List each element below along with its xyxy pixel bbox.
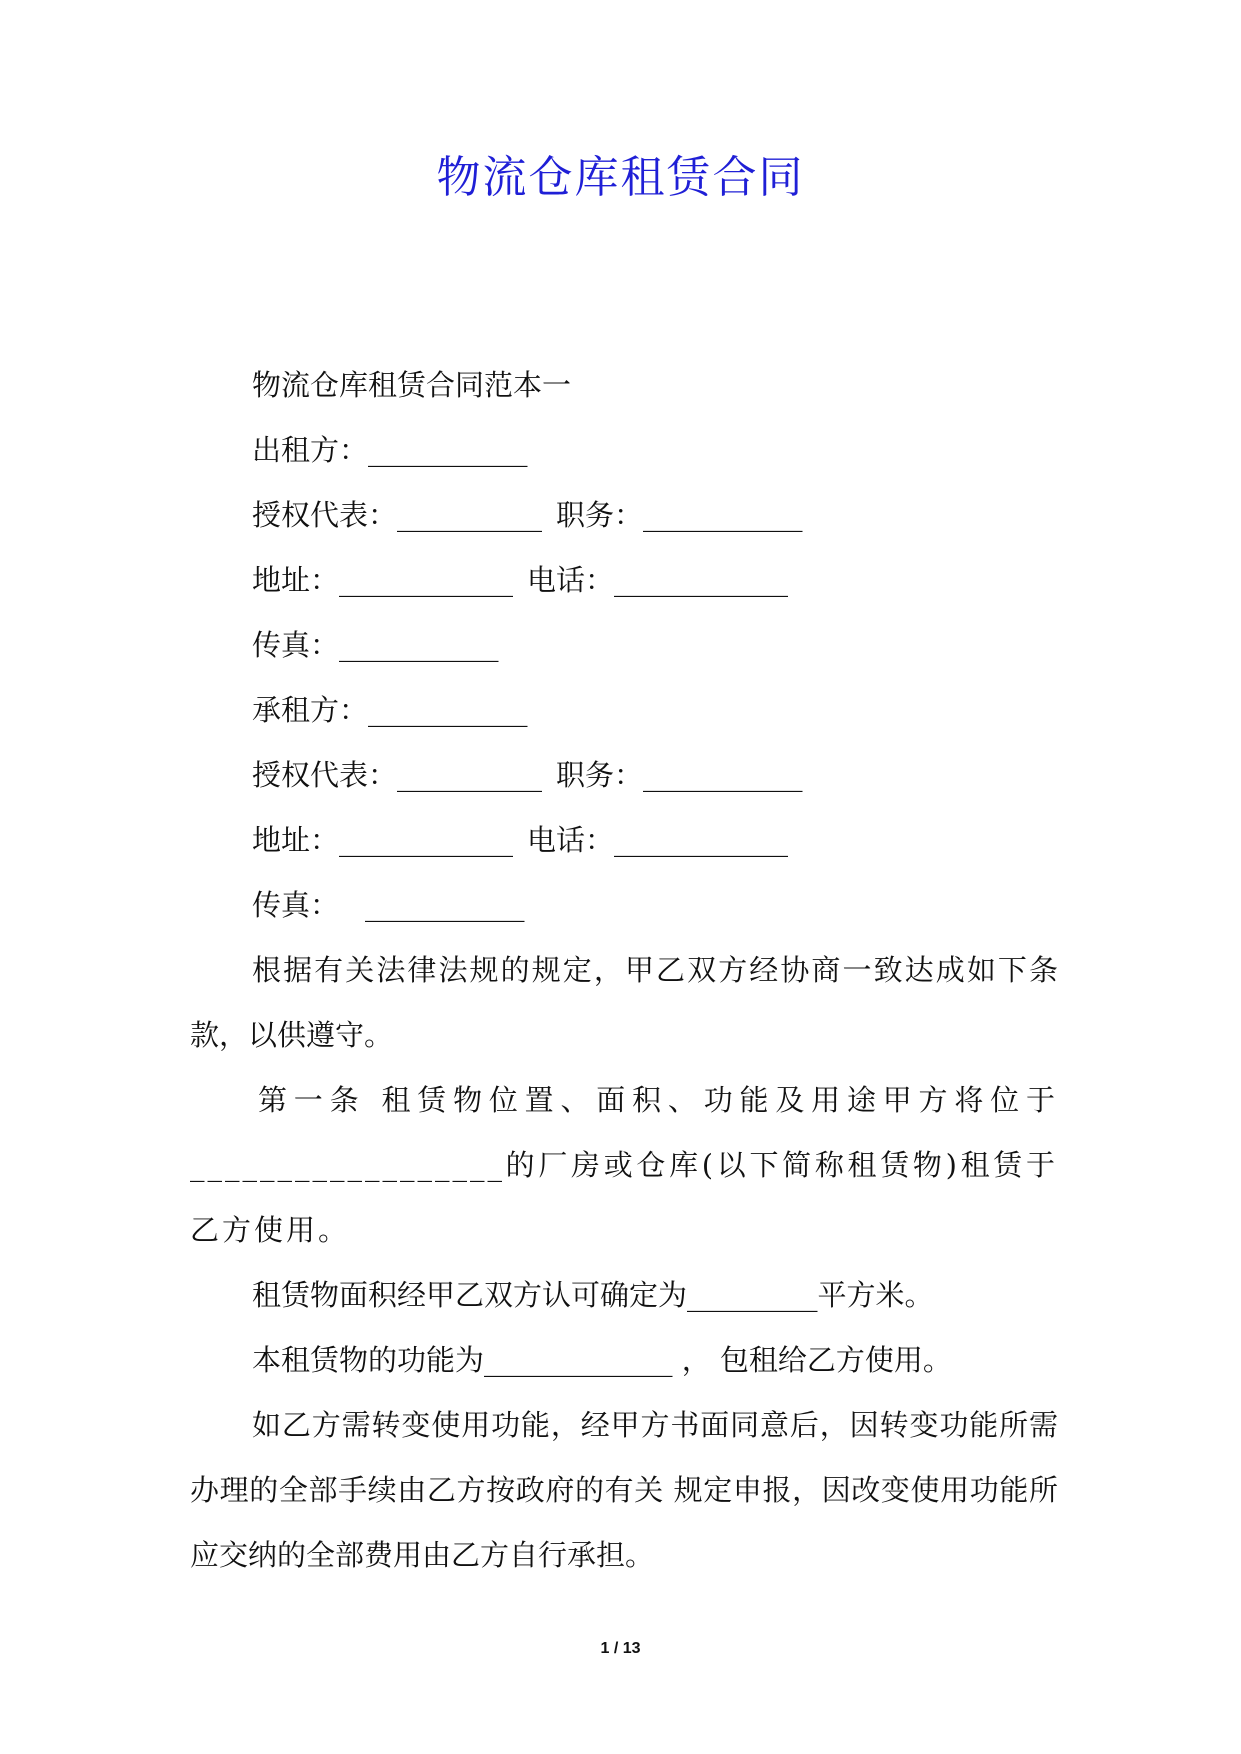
function-paragraph: 本租赁物的功能为_____________ ， 包租给乙方使用。	[252, 1343, 952, 1377]
lessor-rep-label: 授权代表：__________	[252, 498, 543, 532]
lessee-party-line: 承租方：___________	[252, 693, 528, 727]
lessee-rep-line	[190, 743, 1058, 808]
lessee-position-label: 职务：___________	[556, 758, 803, 792]
intro-paragraph: 根据有关法律法规的规定，甲乙双方经协商一致达成如下条款，以供遵守。	[190, 953, 1058, 1052]
area-paragraph: 租赁物面积经甲乙双方认可确定为_________平方米。	[252, 1278, 934, 1312]
lessor-fax-line: 传真：___________	[252, 628, 499, 662]
lessee-address-line	[190, 808, 1058, 873]
lessor-party-line: 出租方：___________	[252, 433, 528, 467]
lessee-fax-line	[190, 873, 1058, 938]
lessor-address-line	[190, 548, 1058, 613]
lessor-address-label: 地址：____________	[252, 563, 514, 597]
change-use-paragraph: 如乙方需转变使用功能，经甲方书面同意后，因转变功能所需办理的全部手续由乙方按政府的有关 规定申报，因改变使用功能所应交纳的全部费用由乙方自行承担。	[190, 1408, 1058, 1572]
contract-subtitle: 物流仓库租赁合同范本一	[252, 368, 572, 402]
page-number: 1 / 13	[600, 1640, 641, 1657]
article-1-paragraph: 第一条 租赁物位置、面积、功能及用途甲方将位于__________________的厂房或仓库(以下简称租赁物)租赁于 乙方使用。	[190, 1083, 1058, 1247]
document-body	[190, 353, 1058, 1588]
lessor-phone-label: 电话：____________	[527, 563, 789, 597]
document-title: 物流仓库租赁合同	[436, 152, 805, 203]
lessee-fax-label: 传真：	[252, 888, 340, 922]
lessee-address-label: 地址：____________	[252, 823, 514, 857]
lessor-position-label: 职务：___________	[556, 498, 803, 532]
lessor-rep-line	[190, 483, 1058, 548]
lessee-rep-label: 授权代表：__________	[252, 758, 543, 792]
lessee-phone-label: 电话：____________	[527, 823, 789, 857]
lessee-fax-blank: ___________	[365, 888, 525, 922]
